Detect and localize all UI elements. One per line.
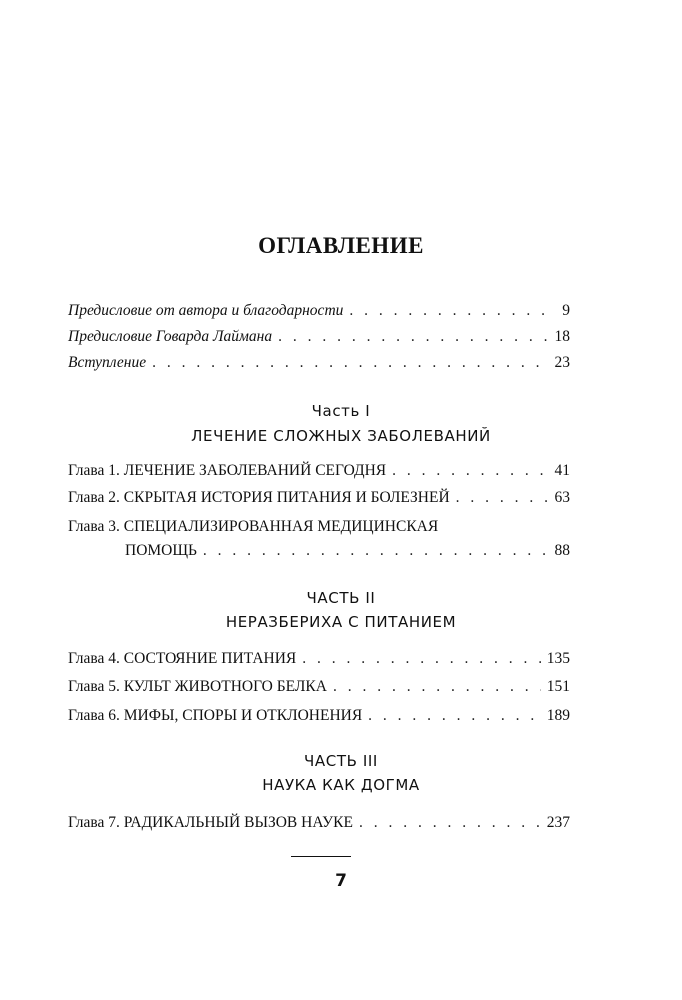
part-3-title: НАУКА КАК ДОГМА: [262, 776, 420, 794]
dot-leader: [333, 678, 541, 696]
part-2-title: НЕРАЗБЕРИХА С ПИТАНИЕМ: [225, 613, 457, 631]
dot-leader: [203, 542, 549, 560]
toc-entry-chapter-5[interactable]: [68, 678, 570, 700]
toc-entry-chapter-1[interactable]: [68, 462, 570, 484]
toc-page-number: 88: [554, 542, 570, 559]
toc-page-number: 135: [546, 650, 570, 667]
toc-entry-chapter-3[interactable]: [68, 518, 570, 564]
toc-page-number: 189: [546, 707, 570, 724]
toc-entry-text: Глава 2. СКРЫТАЯ ИСТОРИЯ ПИТАНИЯ И БОЛЕЗНЕЙ: [68, 489, 450, 506]
toc-entry-text: Глава 3. СПЕЦИАЛИЗИРОВАННАЯ МЕДИЦИНСКАЯ: [68, 518, 439, 535]
part-1-label: Часть I: [311, 402, 371, 420]
toc-entry-text: Глава 1. ЛЕЧЕНИЕ ЗАБОЛЕВАНИЙ СЕГОДНЯ: [68, 462, 387, 479]
part-3-label: ЧАСТЬ III: [304, 752, 378, 770]
toc-entry-text: Предисловие от автора и благодарности: [68, 302, 344, 319]
toc-entry-author-preface[interactable]: [68, 302, 570, 324]
toc-page-number: 237: [546, 814, 570, 831]
page-number: 7: [335, 871, 347, 891]
toc-entry-chapter-2[interactable]: [68, 489, 570, 511]
toc-entry-lyman-preface[interactable]: [68, 328, 570, 350]
footer-rule: [291, 856, 351, 857]
dot-leader: [368, 707, 541, 725]
toc-page-number: 63: [554, 489, 570, 506]
toc-page-number: 18: [554, 328, 570, 345]
dot-leader: [278, 328, 548, 346]
dot-leader: [359, 814, 541, 832]
dot-leader: [456, 489, 549, 507]
toc-entry-text: Предисловие Говарда Лаймана: [68, 328, 273, 345]
toc-page-number: 9: [562, 302, 570, 319]
toc-page-number: 23: [554, 354, 570, 371]
toc-entry-text: Глава 6. МИФЫ, СПОРЫ И ОТКЛОНЕНИЯ: [68, 707, 363, 724]
toc-entry-chapter-7[interactable]: [68, 814, 570, 836]
toc-entry-introduction[interactable]: [68, 354, 570, 376]
toc-page-number: 41: [554, 462, 570, 479]
toc-entry-text: Вступление: [68, 354, 147, 371]
dot-leader: [152, 354, 548, 372]
toc-entry-text: Глава 5. КУЛЬТ ЖИВОТНОГО БЕЛКА: [68, 678, 327, 695]
part-2-label: ЧАСТЬ II: [306, 589, 376, 607]
toc-entry-text: Глава 4. СОСТОЯНИЕ ПИТАНИЯ: [68, 650, 297, 667]
dot-leader: [392, 462, 548, 480]
toc-entry-chapter-6[interactable]: [68, 707, 570, 729]
toc-entry-text-continued: ПОМОЩЬ: [125, 542, 197, 559]
dot-leader: [349, 302, 556, 320]
part-1-title: ЛЕЧЕНИЕ СЛОЖНЫХ ЗАБОЛЕВАНИЙ: [191, 427, 491, 445]
toc-title: ОГЛАВЛЕНИЕ: [258, 233, 424, 258]
toc-entry-chapter-4[interactable]: [68, 650, 570, 672]
toc-entry-text: Глава 7. РАДИКАЛЬНЫЙ ВЫЗОВ НАУКЕ: [68, 814, 353, 831]
toc-page-number: 151: [546, 678, 570, 695]
dot-leader: [302, 650, 540, 668]
